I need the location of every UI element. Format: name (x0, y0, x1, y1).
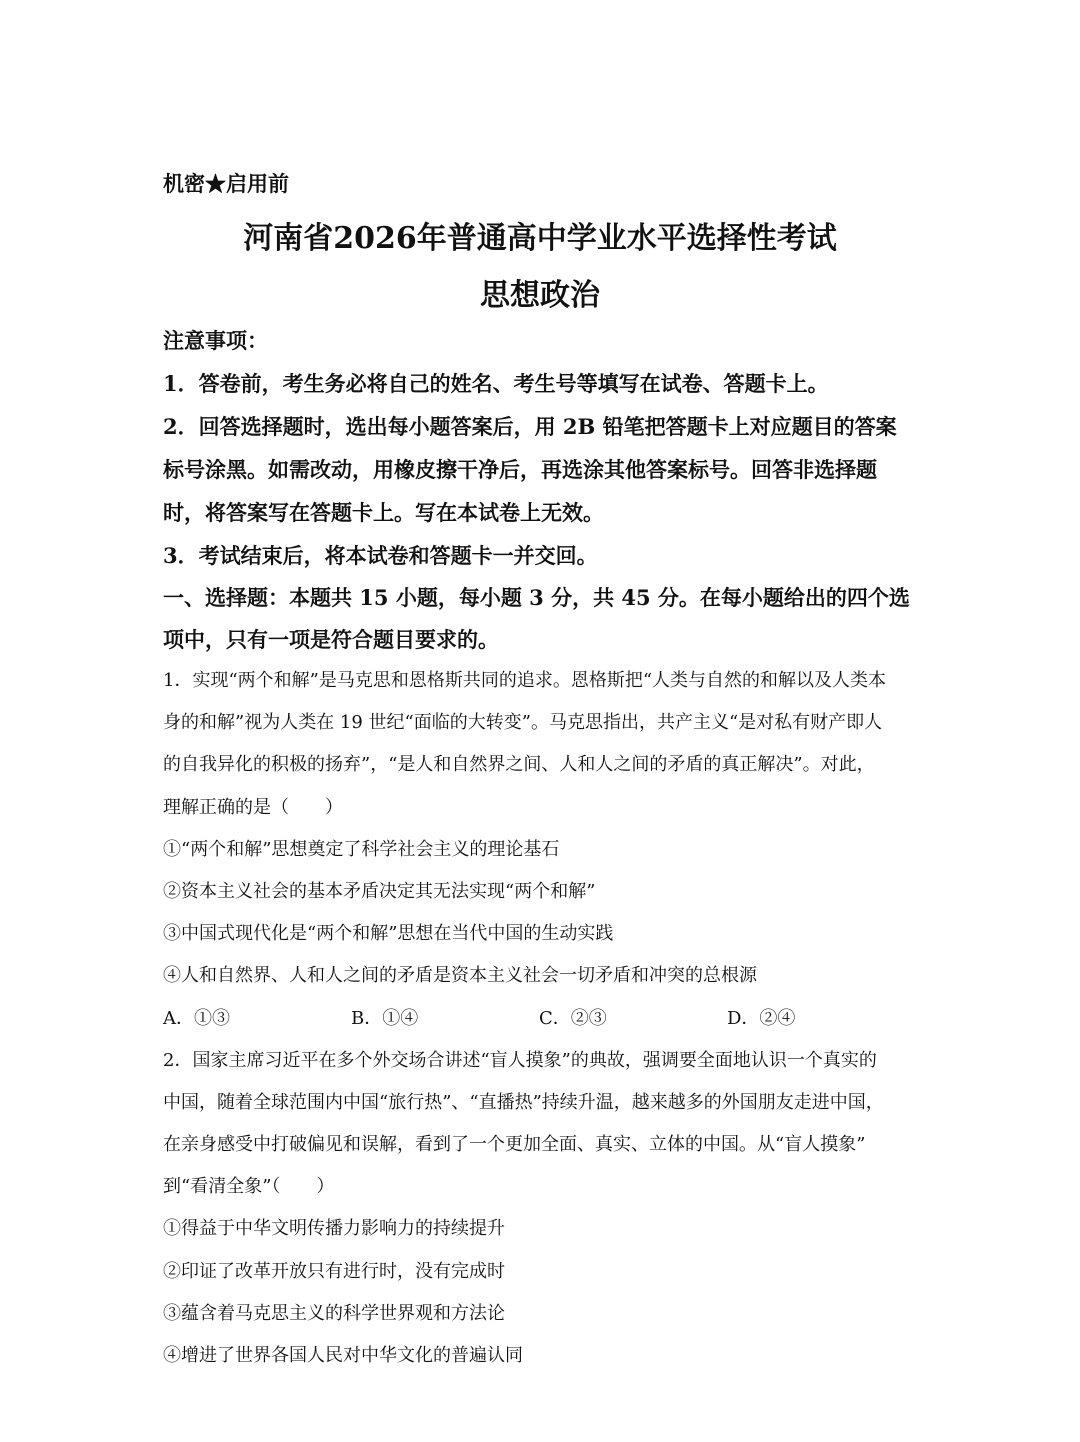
question-1-item: ④人和自然界、人和人之间的矛盾是资本主义社会一切矛盾和冲突的总根源 (163, 965, 757, 986)
notice-line: 时，将答案写在答题卡上。写在本试卷上无效。 (163, 500, 604, 525)
question-2-item: ②印证了改革开放只有进行时，没有完成时 (163, 1261, 505, 1282)
question-1-item: ②资本主义社会的基本矛盾决定其无法实现“两个和解” (163, 881, 596, 902)
question-1-options (163, 1004, 915, 1030)
question-2-stem: 2．国家主席习近平在多个外交场合讲述“盲人摸象”的典故，强调要全面地认识一个真实的 (163, 1050, 877, 1071)
question-2-item: ①得益于中华文明传播力影响力的持续提升 (163, 1218, 505, 1239)
notice-line: 标号涂黑。如需改动，用橡皮擦干净后，再选涂其他答案标号。回答非选择题 (163, 457, 877, 482)
section-heading: 一、选择题：本题共 15 小题，每小题 3 分，共 45 分。在每小题给出的四个选 (163, 585, 910, 610)
question-2-stem: 在亲身感受中打破偏见和误解，看到了一个更加全面、真实、立体的中国。从“盲人摸象” (163, 1134, 866, 1155)
question-2-stem: 中国，随着全球范围内中国“旅行热”、“直播热”持续升温，越来越多的外国朋友走进中国， (163, 1092, 884, 1113)
question-1-item: ①“两个和解”思想奠定了科学社会主义的理论基石 (163, 839, 560, 860)
option-a[interactable]: A．①③ (163, 1008, 230, 1029)
option-b[interactable]: B．①④ (351, 1008, 419, 1029)
question-1-stem: 的自我异化的积极的扬弃”，“是人和自然界之间、人和人之间的矛盾的真正解决”。对此， (163, 754, 875, 775)
question-1-stem: 身的和解”视为人类在 19 世纪“面临的大转变”。马克思指出，共产主义“是对私有财产即人 (163, 712, 883, 733)
question-2-item: ③蕴含着马克思主义的科学世界观和方法论 (163, 1303, 505, 1324)
subject-title: 思想政治 (480, 278, 600, 313)
question-1-stem: 1．实现“两个和解”是马克思和恩格斯共同的追求。恩格斯把“人类与自然的和解以及人类本 (163, 670, 887, 691)
option-d[interactable]: D．②④ (727, 1008, 796, 1029)
secret-mark: 机密★启用前 (163, 171, 289, 196)
notice-line: 3．考试结束后，将本试卷和答题卡一并交回。 (163, 543, 598, 568)
notice-heading: 注意事项： (163, 328, 268, 353)
question-1-item: ③中国式现代化是“两个和解”思想在当代中国的生动实践 (163, 923, 614, 944)
question-1-stem: 理解正确的是（ ） (163, 797, 343, 818)
option-c[interactable]: C．②③ (539, 1008, 607, 1029)
exam-title: 河南省2026年普通高中学业水平选择性考试 (243, 221, 837, 256)
section-heading: 项中，只有一项是符合题目要求的。 (163, 627, 499, 652)
question-2-stem: 到“看清全象”（ ） (163, 1176, 335, 1197)
notice-line: 2．回答选择题时，选出每小题答案后，用 2B 铅笔把答题卡上对应题目的答案 (163, 414, 897, 439)
notice-line: 1．答卷前，考生务必将自己的姓名、考生号等填写在试卷、答题卡上。 (163, 371, 829, 396)
question-2-item: ④增进了世界各国人民对中华文化的普遍认同 (163, 1345, 523, 1366)
